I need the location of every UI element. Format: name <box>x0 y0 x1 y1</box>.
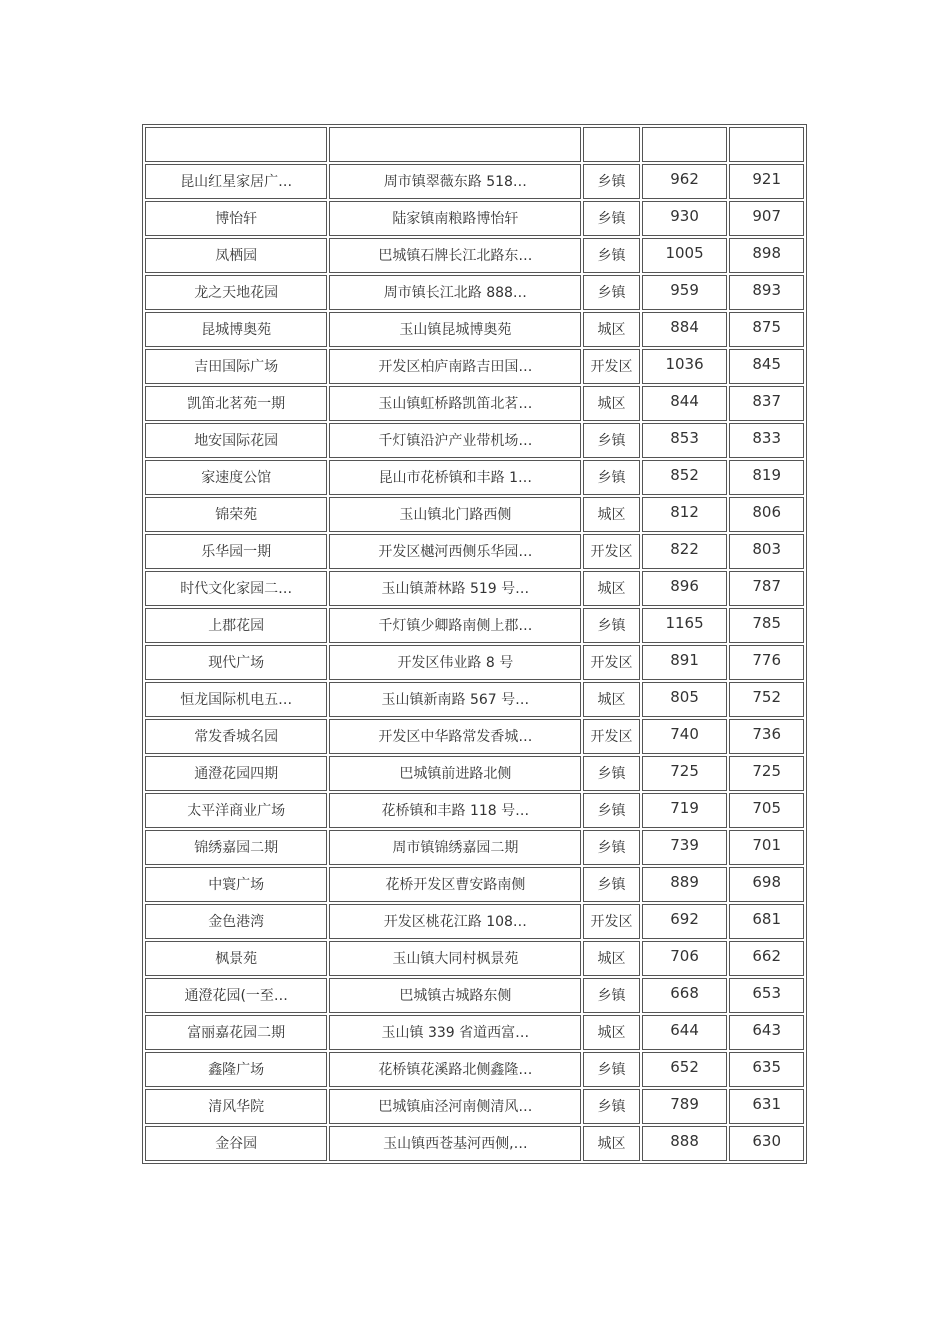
table-row <box>145 978 804 1013</box>
address-cell: 花桥镇和丰路 118 号… <box>329 793 581 828</box>
address-cell: 玉山镇昆城博奥苑 <box>329 312 581 347</box>
project-name-cell: 枫景苑 <box>145 941 327 976</box>
table-row <box>145 312 804 347</box>
area-type-cell: 城区 <box>583 1126 639 1161</box>
table-row <box>145 1126 804 1161</box>
area-type-cell: 乡镇 <box>583 275 639 310</box>
project-name-cell: 鑫隆广场 <box>145 1052 327 1087</box>
address-cell: 玉山镇 339 省道西富… <box>329 1015 581 1050</box>
value-b-cell: 921 <box>729 164 804 199</box>
value-b-cell: 875 <box>729 312 804 347</box>
area-type-cell: 开发区 <box>583 904 639 939</box>
area-type-cell: 乡镇 <box>583 460 639 495</box>
address-cell: 开发区樾河西侧乐华园… <box>329 534 581 569</box>
value-a-cell: 1005 <box>642 238 728 273</box>
value-a-cell: 1036 <box>642 349 728 384</box>
table-row <box>145 756 804 791</box>
project-name-cell: 常发香城名园 <box>145 719 327 754</box>
table-body <box>145 127 804 1161</box>
address-cell: 开发区柏庐南路吉田国… <box>329 349 581 384</box>
address-cell: 周市镇翠薇东路 518… <box>329 164 581 199</box>
data-table <box>142 124 807 1164</box>
project-name-cell: 家速度公馆 <box>145 460 327 495</box>
table-row <box>145 1015 804 1050</box>
value-b-cell: 893 <box>729 275 804 310</box>
project-name-cell: 上郡花园 <box>145 608 327 643</box>
value-a-cell: 719 <box>642 793 728 828</box>
value-a-cell: 962 <box>642 164 728 199</box>
value-a-cell: 706 <box>642 941 728 976</box>
project-name-cell: 时代文化家园二… <box>145 571 327 606</box>
project-name-cell: 通澄花园(一至… <box>145 978 327 1013</box>
value-b-cell: 725 <box>729 756 804 791</box>
value-a-cell: 888 <box>642 1126 728 1161</box>
value-a-cell: 853 <box>642 423 728 458</box>
value-a-cell: 652 <box>642 1052 728 1087</box>
address-cell: 玉山镇西苍基河西侧,… <box>329 1126 581 1161</box>
address-cell: 巴城镇前进路北侧 <box>329 756 581 791</box>
value-b-cell: 662 <box>729 941 804 976</box>
value-b-cell: 819 <box>729 460 804 495</box>
project-name-cell: 昆山红星家居广… <box>145 164 327 199</box>
value-a-cell: 692 <box>642 904 728 939</box>
project-name-cell: 锦荣苑 <box>145 497 327 532</box>
table-row <box>145 423 804 458</box>
value-b-cell: 736 <box>729 719 804 754</box>
area-type-cell: 乡镇 <box>583 1052 639 1087</box>
data-table-container <box>142 124 807 1164</box>
area-type-cell: 乡镇 <box>583 867 639 902</box>
area-type-cell: 乡镇 <box>583 238 639 273</box>
table-row <box>145 460 804 495</box>
address-cell: 开发区桃花江路 108… <box>329 904 581 939</box>
value-a-cell: 959 <box>642 275 728 310</box>
address-cell: 周市镇锦绣嘉园二期 <box>329 830 581 865</box>
address-cell: 陆家镇南粮路博怡轩 <box>329 201 581 236</box>
value-a-cell: 1165 <box>642 608 728 643</box>
project-name-cell: 龙之天地花园 <box>145 275 327 310</box>
value-b-cell: 635 <box>729 1052 804 1087</box>
area-type-cell: 城区 <box>583 1015 639 1050</box>
project-name-cell: 太平洋商业广场 <box>145 793 327 828</box>
address-cell: 周市镇长江北路 888… <box>329 275 581 310</box>
area-type-cell: 城区 <box>583 941 639 976</box>
address-cell: 千灯镇少卿路南侧上郡… <box>329 608 581 643</box>
area-type-cell: 城区 <box>583 682 639 717</box>
value-b-cell: 837 <box>729 386 804 421</box>
project-name-cell: 乐华园一期 <box>145 534 327 569</box>
value-b-cell: 776 <box>729 645 804 680</box>
value-a-cell: 930 <box>642 201 728 236</box>
address-cell: 玉山镇大同村枫景苑 <box>329 941 581 976</box>
project-name-cell: 吉田国际广场 <box>145 349 327 384</box>
project-name-cell: 富丽嘉花园二期 <box>145 1015 327 1050</box>
header-cell <box>329 127 581 162</box>
table-row <box>145 645 804 680</box>
value-b-cell: 643 <box>729 1015 804 1050</box>
area-type-cell: 城区 <box>583 571 639 606</box>
value-b-cell: 787 <box>729 571 804 606</box>
table-row <box>145 719 804 754</box>
table-row <box>145 534 804 569</box>
value-b-cell: 898 <box>729 238 804 273</box>
area-type-cell: 开发区 <box>583 349 639 384</box>
area-type-cell: 乡镇 <box>583 164 639 199</box>
project-name-cell: 通澄花园四期 <box>145 756 327 791</box>
value-b-cell: 701 <box>729 830 804 865</box>
project-name-cell: 清风华院 <box>145 1089 327 1124</box>
table-row <box>145 497 804 532</box>
area-type-cell: 乡镇 <box>583 423 639 458</box>
address-cell: 千灯镇沿沪产业带机场… <box>329 423 581 458</box>
address-cell: 开发区中华路常发香城… <box>329 719 581 754</box>
value-b-cell: 785 <box>729 608 804 643</box>
address-cell: 玉山镇虹桥路凯笛北茗… <box>329 386 581 421</box>
value-b-cell: 653 <box>729 978 804 1013</box>
area-type-cell: 开发区 <box>583 534 639 569</box>
value-b-cell: 698 <box>729 867 804 902</box>
area-type-cell: 乡镇 <box>583 756 639 791</box>
area-type-cell: 开发区 <box>583 719 639 754</box>
value-a-cell: 891 <box>642 645 728 680</box>
table-row <box>145 349 804 384</box>
table-row <box>145 867 804 902</box>
header-cell <box>642 127 728 162</box>
value-b-cell: 681 <box>729 904 804 939</box>
address-cell: 花桥镇花溪路北侧鑫隆… <box>329 1052 581 1087</box>
table-row <box>145 571 804 606</box>
table-row <box>145 830 804 865</box>
table-row <box>145 1089 804 1124</box>
area-type-cell: 乡镇 <box>583 1089 639 1124</box>
value-a-cell: 844 <box>642 386 728 421</box>
value-b-cell: 705 <box>729 793 804 828</box>
value-a-cell: 812 <box>642 497 728 532</box>
table-row <box>145 904 804 939</box>
value-a-cell: 725 <box>642 756 728 791</box>
value-a-cell: 805 <box>642 682 728 717</box>
value-a-cell: 852 <box>642 460 728 495</box>
area-type-cell: 开发区 <box>583 645 639 680</box>
address-cell: 昆山市花桥镇和丰路 1… <box>329 460 581 495</box>
value-b-cell: 806 <box>729 497 804 532</box>
area-type-cell: 乡镇 <box>583 793 639 828</box>
table-row <box>145 386 804 421</box>
table-row <box>145 238 804 273</box>
area-type-cell: 乡镇 <box>583 608 639 643</box>
area-type-cell: 城区 <box>583 312 639 347</box>
address-cell: 开发区伟业路 8 号 <box>329 645 581 680</box>
area-type-cell: 乡镇 <box>583 978 639 1013</box>
table-row <box>145 275 804 310</box>
table-row <box>145 201 804 236</box>
project-name-cell: 博怡轩 <box>145 201 327 236</box>
value-a-cell: 739 <box>642 830 728 865</box>
address-cell: 巴城镇石牌长江北路东… <box>329 238 581 273</box>
table-row <box>145 1052 804 1087</box>
value-a-cell: 822 <box>642 534 728 569</box>
value-a-cell: 668 <box>642 978 728 1013</box>
area-type-cell: 城区 <box>583 386 639 421</box>
project-name-cell: 昆城博奥苑 <box>145 312 327 347</box>
area-type-cell: 乡镇 <box>583 830 639 865</box>
address-cell: 玉山镇萧林路 519 号… <box>329 571 581 606</box>
value-a-cell: 644 <box>642 1015 728 1050</box>
area-type-cell: 城区 <box>583 497 639 532</box>
address-cell: 玉山镇北门路西侧 <box>329 497 581 532</box>
project-name-cell: 中寰广场 <box>145 867 327 902</box>
table-header-row <box>145 127 804 162</box>
table-row <box>145 941 804 976</box>
project-name-cell: 金色港湾 <box>145 904 327 939</box>
project-name-cell: 恒龙国际机电五… <box>145 682 327 717</box>
project-name-cell: 地安国际花园 <box>145 423 327 458</box>
address-cell: 巴城镇古城路东侧 <box>329 978 581 1013</box>
project-name-cell: 金谷园 <box>145 1126 327 1161</box>
address-cell: 玉山镇新南路 567 号… <box>329 682 581 717</box>
project-name-cell: 现代广场 <box>145 645 327 680</box>
table-row <box>145 793 804 828</box>
header-cell <box>145 127 327 162</box>
value-a-cell: 889 <box>642 867 728 902</box>
value-b-cell: 752 <box>729 682 804 717</box>
value-b-cell: 630 <box>729 1126 804 1161</box>
table-row <box>145 682 804 717</box>
value-a-cell: 789 <box>642 1089 728 1124</box>
value-b-cell: 845 <box>729 349 804 384</box>
value-b-cell: 833 <box>729 423 804 458</box>
value-b-cell: 907 <box>729 201 804 236</box>
area-type-cell: 乡镇 <box>583 201 639 236</box>
value-a-cell: 740 <box>642 719 728 754</box>
table-row <box>145 608 804 643</box>
value-a-cell: 884 <box>642 312 728 347</box>
header-cell <box>583 127 639 162</box>
project-name-cell: 锦绣嘉园二期 <box>145 830 327 865</box>
project-name-cell: 凯笛北茗苑一期 <box>145 386 327 421</box>
address-cell: 巴城镇庙泾河南侧清风… <box>329 1089 581 1124</box>
table-row <box>145 164 804 199</box>
value-b-cell: 631 <box>729 1089 804 1124</box>
address-cell: 花桥开发区曹安路南侧 <box>329 867 581 902</box>
header-cell <box>729 127 804 162</box>
value-b-cell: 803 <box>729 534 804 569</box>
value-a-cell: 896 <box>642 571 728 606</box>
project-name-cell: 凤栖园 <box>145 238 327 273</box>
